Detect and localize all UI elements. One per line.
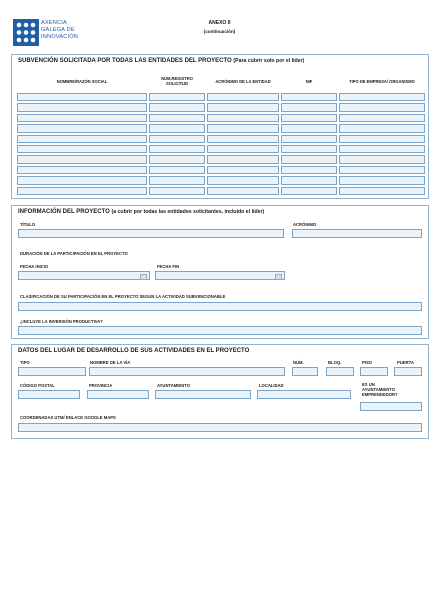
via-label: NOMBRE DE LA VÍA: [90, 360, 131, 365]
fecha-fin-input[interactable]: [155, 271, 285, 280]
table-cell-input[interactable]: [207, 114, 279, 122]
col-nif: NIF: [305, 78, 313, 84]
piso-label: PISO: [362, 360, 373, 365]
table-cell-input[interactable]: [281, 103, 337, 111]
acronimo-input[interactable]: [292, 229, 422, 238]
titulo-input[interactable]: [18, 229, 284, 238]
col-registro: NÚM.REGISTRO SOLICITUD: [161, 76, 193, 86]
table-cell-input[interactable]: [207, 155, 279, 163]
table-cell-input[interactable]: [149, 166, 205, 174]
annex-title: ANEXO II: [208, 20, 231, 26]
emprendedor-input[interactable]: [360, 402, 422, 411]
logo-line-2: GALEGA DE: [41, 27, 75, 33]
table-cell-input[interactable]: [17, 103, 147, 111]
table-cell-input[interactable]: [339, 155, 425, 163]
provincia-input[interactable]: [87, 390, 149, 399]
table-cell-input[interactable]: [281, 187, 337, 195]
localidad-input[interactable]: [257, 390, 351, 399]
table-cell-input[interactable]: [339, 135, 425, 143]
table-cell-input[interactable]: [339, 93, 425, 101]
table-cell-input[interactable]: [149, 187, 205, 195]
col-nombre: NOMBRE/RAZÓN SOCIAL: [56, 78, 108, 84]
ayuntamiento-input[interactable]: [155, 390, 251, 399]
inversion-label: ¿INCLUYE LA INVERSIÓN PRODUCTIVA?: [20, 319, 103, 324]
table-cell-input[interactable]: [207, 187, 279, 195]
section-subvencion: [11, 54, 429, 199]
table-cell-input[interactable]: [17, 93, 147, 101]
section-informacion-heading: INFORMACIÓN DEL PROYECTO: [18, 209, 110, 215]
table-cell-input[interactable]: [281, 166, 337, 174]
subvencion-table: [15, 69, 427, 197]
table-cell-input[interactable]: [207, 93, 279, 101]
annex-continuation: (continuación): [203, 29, 236, 34]
table-cell-input[interactable]: [281, 93, 337, 101]
table-cell-input[interactable]: [207, 124, 279, 132]
page-header: [0, 20, 439, 34]
table-cell-input[interactable]: [17, 124, 147, 132]
table-cell-input[interactable]: [339, 166, 425, 174]
tipo-input[interactable]: [18, 367, 86, 376]
table-row: [17, 124, 425, 132]
coordenadas-label: COORDENADAS UTM/ ENLACE GOOGLE MAPS: [20, 415, 116, 420]
section-lugar-heading: DATOS DEL LUGAR DE DESARROLLO DE SUS ACTIVIDADES EN EL PROYECTO: [18, 348, 250, 354]
fecha-inicio-input[interactable]: [18, 271, 150, 280]
table-cell-input[interactable]: [339, 176, 425, 184]
table-cell-input[interactable]: [207, 135, 279, 143]
section-subvencion-heading: SUBVENCIÓN SOLICITADA POR TODAS LAS ENTIDADES DEL PROYECTO: [18, 58, 232, 64]
piso-input[interactable]: [360, 367, 388, 376]
cp-label: CÓDIGO POSTAL: [20, 383, 55, 388]
table-cell-input[interactable]: [281, 176, 337, 184]
tipo-label: TIPO: [20, 360, 30, 365]
table-cell-input[interactable]: [339, 187, 425, 195]
table-cell-input[interactable]: [149, 114, 205, 122]
subvencion-table-body: [17, 93, 425, 195]
table-row: [17, 103, 425, 111]
table-cell-input[interactable]: [17, 187, 147, 195]
titulo-label: TÍTULO: [20, 222, 36, 227]
table-cell-input[interactable]: [339, 114, 425, 122]
section-informacion-note: (a cubrir por todas las entidades solicitantes, incluido el líder): [111, 209, 265, 215]
coordenadas-input[interactable]: [18, 423, 422, 432]
table-cell-input[interactable]: [17, 114, 147, 122]
table-row: [17, 187, 425, 195]
inversion-input[interactable]: [18, 326, 422, 335]
table-cell-input[interactable]: [149, 93, 205, 101]
table-cell-input[interactable]: [17, 135, 147, 143]
duracion-label: DURACIÓN DE LA PARTICIPACIÓN EN EL PROYECTO: [20, 251, 128, 256]
table-cell-input[interactable]: [339, 124, 425, 132]
num-input[interactable]: [292, 367, 318, 376]
logo-line-1: AXENCIA: [41, 20, 67, 26]
localidad-label: LOCALIDAD: [259, 383, 284, 388]
col-acronimo: ACRÓNIMO DE LA ENTIDAD: [215, 78, 271, 84]
section-lugar-title: [18, 348, 249, 354]
table-cell-input[interactable]: [339, 103, 425, 111]
table-row: [17, 135, 425, 143]
table-cell-input[interactable]: [17, 145, 147, 153]
table-row: [17, 114, 425, 122]
section-lugar: [11, 344, 429, 439]
table-cell-input[interactable]: [207, 176, 279, 184]
clasificacion-input[interactable]: [18, 302, 422, 311]
via-input[interactable]: [89, 367, 285, 376]
table-cell-input[interactable]: [281, 145, 337, 153]
table-cell-input[interactable]: [149, 124, 205, 132]
table-cell-input[interactable]: [149, 103, 205, 111]
table-cell-input[interactable]: [149, 145, 205, 153]
section-informacion-title: [18, 209, 264, 215]
table-cell-input[interactable]: [149, 176, 205, 184]
table-row: [17, 155, 425, 163]
table-cell-input[interactable]: [149, 155, 205, 163]
puerta-label: PUERTA: [397, 360, 414, 365]
section-subvencion-note: (Para cubrir solo por el líder): [233, 58, 305, 64]
table-cell-input[interactable]: [17, 155, 147, 163]
fecha-inicio-label: FECHA INICIO: [20, 264, 49, 269]
table-row: [17, 93, 425, 101]
acronimo-label: ACRÓNIMO: [293, 222, 317, 227]
table-cell-input[interactable]: [281, 114, 337, 122]
table-cell-input[interactable]: [149, 135, 205, 143]
table-row: [17, 176, 425, 184]
bloq-label: BLOQ.: [328, 360, 342, 365]
col-tipo: TIPO DE EMPRESA/ ORGANISMO: [349, 78, 415, 84]
emprendedor-label: ES UN AYUNTAMIENTO EMPRENDEDOR?: [362, 382, 398, 398]
table-cell-input[interactable]: [17, 176, 147, 184]
section-informacion: [11, 205, 429, 339]
fecha-fin-label: FECHA FIN: [157, 264, 180, 269]
section-subvencion-title: [18, 58, 304, 64]
table-cell-input[interactable]: [281, 135, 337, 143]
clasificacion-label: CLASIFICACIÓN DE SU PARTICIPACIÓN EN EL PROYECTO SEGÚN LA ACTIVIDAD SUBVENCIONABLE: [20, 294, 226, 299]
table-cell-input[interactable]: [207, 103, 279, 111]
table-row: [17, 166, 425, 174]
provincia-label: PROVINCIA: [89, 383, 113, 388]
ayuntamiento-label: AYUNTAMIENTO: [157, 383, 190, 388]
bloq-input[interactable]: [326, 367, 354, 376]
table-cell-input[interactable]: [281, 124, 337, 132]
table-cell-input[interactable]: [281, 155, 337, 163]
table-row: [17, 145, 425, 153]
table-cell-input[interactable]: [339, 145, 425, 153]
num-label: NÚM.: [293, 360, 304, 365]
puerta-input[interactable]: [394, 367, 422, 376]
logo-line-3: INNOVACIÓN: [41, 34, 79, 40]
table-cell-input[interactable]: [207, 166, 279, 174]
table-cell-input[interactable]: [17, 166, 147, 174]
table-cell-input[interactable]: [207, 145, 279, 153]
cp-input[interactable]: [18, 390, 80, 399]
